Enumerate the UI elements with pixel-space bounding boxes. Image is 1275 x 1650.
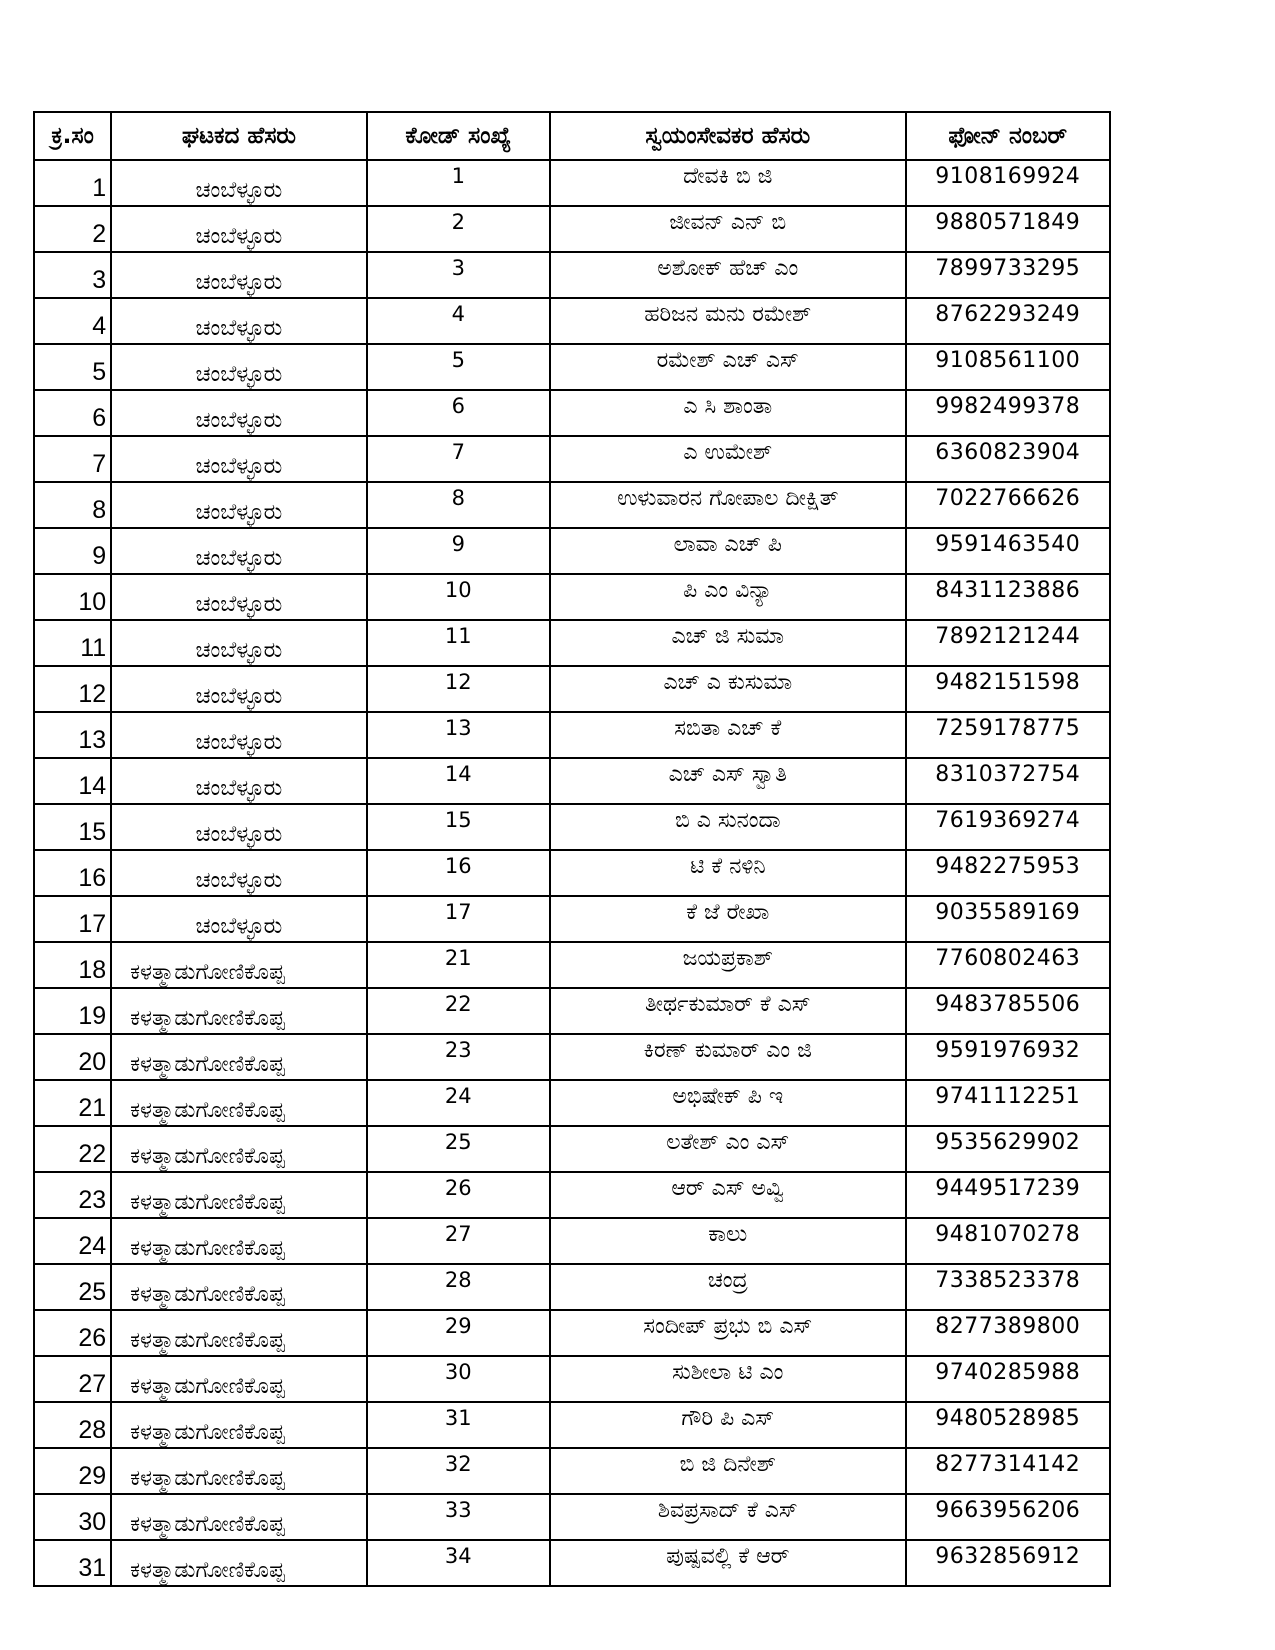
phone-cell: 9535629902: [906, 1126, 1110, 1172]
table-row: [34, 436, 1110, 482]
serial-cell: 14: [34, 758, 111, 804]
serial-cell: 5: [34, 344, 111, 390]
unit-name-cell: ಚಂಬೆಳ್ಳೂರು: [111, 390, 366, 436]
table-row: [34, 620, 1110, 666]
volunteer-name-cell: ಪಿ ಎಂ ವಿನ್ಯಾ: [550, 574, 906, 620]
volunteer-name-cell: ಬಿ ಎ ಸುನಂದಾ: [550, 804, 906, 850]
serial-cell: 17: [34, 896, 111, 942]
code-cell: 16: [367, 850, 550, 896]
unit-name-cell: ಚಂಬೆಳ್ಳೂರು: [111, 850, 366, 896]
unit-name-cell: ಚಂಬೆಳ್ಳೂರು: [111, 712, 366, 758]
serial-cell: 11: [34, 620, 111, 666]
volunteer-name-cell: ಪುಷ್ಪವಲ್ಲಿ ಕೆ ಆರ್: [550, 1540, 906, 1586]
code-cell: 30: [367, 1356, 550, 1402]
serial-cell: 3: [34, 252, 111, 298]
phone-cell: 8310372754: [906, 758, 1110, 804]
unit-name-cell: ಕಳತ್ಮಾಡುಗೋಣಿಕೊಪ್ಪ: [111, 1402, 366, 1448]
volunteer-name-cell: ಗೌರಿ ಪಿ ಎಸ್: [550, 1402, 906, 1448]
serial-cell: 2: [34, 206, 111, 252]
header-unit-name: ಘಟಕದ ಹೆಸರು: [111, 112, 366, 160]
table-row: [34, 1494, 1110, 1540]
phone-cell: 9663956206: [906, 1494, 1110, 1540]
serial-cell: 20: [34, 1034, 111, 1080]
volunteer-name-cell: ಎಚ್ ಎ ಕುಸುಮಾ: [550, 666, 906, 712]
unit-name-cell: ಚಂಬೆಳ್ಳೂರು: [111, 436, 366, 482]
serial-cell: 25: [34, 1264, 111, 1310]
volunteer-name-cell: ಕಾಲು: [550, 1218, 906, 1264]
volunteer-name-cell: ತೀರ್ಥಕುಮಾರ್ ಕೆ ಎಸ್: [550, 988, 906, 1034]
header-row: [34, 112, 1110, 160]
volunteer-name-cell: ಲತೇಶ್ ಎಂ ಎಸ್: [550, 1126, 906, 1172]
phone-cell: 9591976932: [906, 1034, 1110, 1080]
phone-cell: 9482151598: [906, 666, 1110, 712]
unit-name-cell: ಚಂಬೆಳ್ಳೂರು: [111, 298, 366, 344]
table-row: [34, 390, 1110, 436]
volunteer-name-cell: ಹರಿಜನ ಮನು ರಮೇಶ್: [550, 298, 906, 344]
unit-name-cell: ಚಂಬೆಳ್ಳೂರು: [111, 344, 366, 390]
code-cell: 11: [367, 620, 550, 666]
serial-cell: 4: [34, 298, 111, 344]
volunteer-name-cell: ದೇವಕಿ ಬಿ ಜಿ: [550, 160, 906, 206]
table-row: [34, 758, 1110, 804]
volunteer-name-cell: ಶಿವಪ್ರಸಾದ್ ಕೆ ಎಸ್: [550, 1494, 906, 1540]
table-row: [34, 160, 1110, 206]
phone-cell: 8431123886: [906, 574, 1110, 620]
header-volunteer-name: ಸ್ವಯಂಸೇವಕರ ಹೆಸರು: [550, 112, 906, 160]
serial-cell: 8: [34, 482, 111, 528]
unit-name-cell: ಚಂಬೆಳ್ಳೂರು: [111, 206, 366, 252]
unit-name-cell: ಕಳತ್ಮಾಡುಗೋಣಿಕೊಪ್ಪ: [111, 1126, 366, 1172]
volunteer-name-cell: ಸುಶೀಲಾ ಟಿ ಎಂ: [550, 1356, 906, 1402]
table-row: [34, 804, 1110, 850]
code-cell: 9: [367, 528, 550, 574]
unit-name-cell: ಚಂಬೆಳ್ಳೂರು: [111, 758, 366, 804]
table-row: [34, 1126, 1110, 1172]
table-row: [34, 1310, 1110, 1356]
serial-cell: 23: [34, 1172, 111, 1218]
phone-cell: 8762293249: [906, 298, 1110, 344]
code-cell: 10: [367, 574, 550, 620]
table-row: [34, 298, 1110, 344]
table-row: [34, 1264, 1110, 1310]
table-row: [34, 942, 1110, 988]
code-cell: 14: [367, 758, 550, 804]
phone-cell: 8277389800: [906, 1310, 1110, 1356]
table-row: [34, 344, 1110, 390]
phone-cell: 9482275953: [906, 850, 1110, 896]
phone-cell: 7259178775: [906, 712, 1110, 758]
table-row: [34, 850, 1110, 896]
phone-cell: 9632856912: [906, 1540, 1110, 1586]
table-row: [34, 988, 1110, 1034]
unit-name-cell: ಚಂಬೆಳ್ಳೂರು: [111, 252, 366, 298]
code-cell: 1: [367, 160, 550, 206]
unit-name-cell: ಕಳತ್ಮಾಡುಗೋಣಿಕೊಪ್ಪ: [111, 1080, 366, 1126]
code-cell: 24: [367, 1080, 550, 1126]
phone-cell: 6360823904: [906, 436, 1110, 482]
unit-name-cell: ಕಳತ್ಮಾಡುಗೋಣಿಕೊಪ್ಪ: [111, 988, 366, 1034]
unit-name-cell: ಕಳತ್ಮಾಡುಗೋಣಿಕೊಪ್ಪ: [111, 1218, 366, 1264]
code-cell: 32: [367, 1448, 550, 1494]
serial-cell: 13: [34, 712, 111, 758]
phone-cell: 9740285988: [906, 1356, 1110, 1402]
unit-name-cell: ಕಳತ್ಮಾಡುಗೋಣಿಕೊಪ್ಪ: [111, 1310, 366, 1356]
serial-cell: 7: [34, 436, 111, 482]
phone-cell: 7760802463: [906, 942, 1110, 988]
code-cell: 13: [367, 712, 550, 758]
volunteer-name-cell: ಲಾವಾ ಎಚ್ ಪಿ: [550, 528, 906, 574]
table-row: [34, 1448, 1110, 1494]
code-cell: 3: [367, 252, 550, 298]
volunteer-name-cell: ಬಿ ಜಿ ದಿನೇಶ್: [550, 1448, 906, 1494]
volunteer-name-cell: ಕಿರಣ್ ಕುಮಾರ್ ಎಂ ಜಿ: [550, 1034, 906, 1080]
code-cell: 17: [367, 896, 550, 942]
phone-cell: 9449517239: [906, 1172, 1110, 1218]
volunteer-name-cell: ಅಶೋಕ್ ಹೆಚ್ ಎಂ: [550, 252, 906, 298]
table-row: [34, 1402, 1110, 1448]
table-row: [34, 528, 1110, 574]
unit-name-cell: ಕಳತ್ಮಾಡುಗೋಣಿಕೊಪ್ಪ: [111, 1448, 366, 1494]
phone-cell: 9108561100: [906, 344, 1110, 390]
volunteer-name-cell: ಸಂದೀಪ್ ಪ್ರಭು ಬಿ ಎಸ್: [550, 1310, 906, 1356]
unit-name-cell: ಚಂಬೆಳ್ಳೂರು: [111, 482, 366, 528]
table-row: [34, 206, 1110, 252]
unit-name-cell: ಚಂಬೆಳ್ಳೂರು: [111, 620, 366, 666]
code-cell: 2: [367, 206, 550, 252]
code-cell: 5: [367, 344, 550, 390]
phone-cell: 7022766626: [906, 482, 1110, 528]
code-cell: 34: [367, 1540, 550, 1586]
volunteer-name-cell: ರಮೇಶ್ ಎಚ್ ಎಸ್: [550, 344, 906, 390]
serial-cell: 30: [34, 1494, 111, 1540]
serial-cell: 26: [34, 1310, 111, 1356]
serial-cell: 16: [34, 850, 111, 896]
code-cell: 28: [367, 1264, 550, 1310]
phone-cell: 8277314142: [906, 1448, 1110, 1494]
unit-name-cell: ಚಂಬೆಳ್ಳೂರು: [111, 160, 366, 206]
serial-cell: 12: [34, 666, 111, 712]
serial-cell: 6: [34, 390, 111, 436]
serial-cell: 22: [34, 1126, 111, 1172]
code-cell: 8: [367, 482, 550, 528]
volunteer-name-cell: ಜಯಪ್ರಕಾಶ್: [550, 942, 906, 988]
unit-name-cell: ಕಳತ್ಮಾಡುಗೋಣಿಕೊಪ್ಪ: [111, 1540, 366, 1586]
phone-cell: 9108169924: [906, 160, 1110, 206]
header-phone: ಫೋನ್ ನಂಬರ್: [906, 112, 1110, 160]
table-header: [34, 112, 1110, 160]
unit-name-cell: ಚಂಬೆಳ್ಳೂರು: [111, 666, 366, 712]
volunteer-name-cell: ಎ ಸಿ ಶಾಂತಾ: [550, 390, 906, 436]
serial-cell: 15: [34, 804, 111, 850]
phone-cell: 9035589169: [906, 896, 1110, 942]
code-cell: 15: [367, 804, 550, 850]
table-row: [34, 1172, 1110, 1218]
phone-cell: 7619369274: [906, 804, 1110, 850]
code-cell: 26: [367, 1172, 550, 1218]
code-cell: 33: [367, 1494, 550, 1540]
unit-name-cell: ಕಳತ್ಮಾಡುಗೋಣಿಕೊಪ್ಪ: [111, 1034, 366, 1080]
serial-cell: 10: [34, 574, 111, 620]
volunteer-name-cell: ಕೆ ಜೆ ರೇಖಾ: [550, 896, 906, 942]
phone-cell: 9591463540: [906, 528, 1110, 574]
code-cell: 25: [367, 1126, 550, 1172]
unit-name-cell: ಕಳತ್ಮಾಡುಗೋಣಿಕೊಪ್ಪ: [111, 1494, 366, 1540]
table-row: [34, 896, 1110, 942]
unit-name-cell: ಚಂಬೆಳ್ಳೂರು: [111, 804, 366, 850]
table-row: [34, 482, 1110, 528]
phone-cell: 9741112251: [906, 1080, 1110, 1126]
volunteer-name-cell: ಎಚ್ ಎಸ್ ಸ್ವಾತಿ: [550, 758, 906, 804]
volunteer-name-cell: ಟಿ ಕೆ ನಳಿನಿ: [550, 850, 906, 896]
volunteer-table: [33, 111, 1111, 1587]
table-row: [34, 574, 1110, 620]
table-row: [34, 666, 1110, 712]
phone-cell: 9481070278: [906, 1218, 1110, 1264]
phone-cell: 9982499378: [906, 390, 1110, 436]
volunteer-name-cell: ಆರ್ ಎಸ್ ಅವ್ವಿ: [550, 1172, 906, 1218]
code-cell: 27: [367, 1218, 550, 1264]
unit-name-cell: ಕಳತ್ಮಾಡುಗೋಣಿಕೊಪ್ಪ: [111, 1264, 366, 1310]
serial-cell: 1: [34, 160, 111, 206]
volunteer-name-cell: ಸಬಿತಾ ಎಚ್ ಕೆ: [550, 712, 906, 758]
code-cell: 4: [367, 298, 550, 344]
phone-cell: 7338523378: [906, 1264, 1110, 1310]
header-code: ಕೋಡ್ ಸಂಖ್ಯೆ: [367, 112, 550, 160]
code-cell: 12: [367, 666, 550, 712]
phone-cell: 9880571849: [906, 206, 1110, 252]
serial-cell: 27: [34, 1356, 111, 1402]
volunteer-name-cell: ಚಂದ್ರ: [550, 1264, 906, 1310]
code-cell: 22: [367, 988, 550, 1034]
table-row: [34, 1540, 1110, 1586]
table-row: [34, 1356, 1110, 1402]
table-body: [34, 160, 1110, 1586]
header-serial: ಕ್ರ.ಸಂ: [34, 112, 111, 160]
code-cell: 7: [367, 436, 550, 482]
phone-cell: 7892121244: [906, 620, 1110, 666]
serial-cell: 19: [34, 988, 111, 1034]
unit-name-cell: ಚಂಬೆಳ್ಳೂರು: [111, 528, 366, 574]
serial-cell: 9: [34, 528, 111, 574]
unit-name-cell: ಕಳತ್ಮಾಡುಗೋಣಿಕೊಪ್ಪ: [111, 1356, 366, 1402]
code-cell: 29: [367, 1310, 550, 1356]
code-cell: 31: [367, 1402, 550, 1448]
unit-name-cell: ಚಂಬೆಳ್ಳೂರು: [111, 574, 366, 620]
volunteer-name-cell: ಅಭಿಷೇಕ್ ಪಿ ಇ: [550, 1080, 906, 1126]
code-cell: 21: [367, 942, 550, 988]
serial-cell: 29: [34, 1448, 111, 1494]
code-cell: 23: [367, 1034, 550, 1080]
serial-cell: 31: [34, 1540, 111, 1586]
table-row: [34, 1218, 1110, 1264]
volunteer-name-cell: ಎ ಉಮೇಶ್: [550, 436, 906, 482]
volunteer-name-cell: ಎಚ್ ಜಿ ಸುಮಾ: [550, 620, 906, 666]
serial-cell: 18: [34, 942, 111, 988]
unit-name-cell: ಚಂಬೆಳ್ಳೂರು: [111, 896, 366, 942]
serial-cell: 21: [34, 1080, 111, 1126]
volunteer-name-cell: ಉಳುವಾರನ ಗೋಪಾಲ ದೀಕ್ಷಿತ್: [550, 482, 906, 528]
phone-cell: 9483785506: [906, 988, 1110, 1034]
serial-cell: 28: [34, 1402, 111, 1448]
unit-name-cell: ಕಳತ್ಮಾಡುಗೋಣಿಕೊಪ್ಪ: [111, 1172, 366, 1218]
phone-cell: 9480528985: [906, 1402, 1110, 1448]
code-cell: 6: [367, 390, 550, 436]
table-row: [34, 712, 1110, 758]
table-row: [34, 1080, 1110, 1126]
table-row: [34, 252, 1110, 298]
volunteer-name-cell: ಜೀವನ್ ಎನ್ ಬಿ: [550, 206, 906, 252]
phone-cell: 7899733295: [906, 252, 1110, 298]
serial-cell: 24: [34, 1218, 111, 1264]
table-row: [34, 1034, 1110, 1080]
unit-name-cell: ಕಳತ್ಮಾಡುಗೋಣಿಕೊಪ್ಪ: [111, 942, 366, 988]
